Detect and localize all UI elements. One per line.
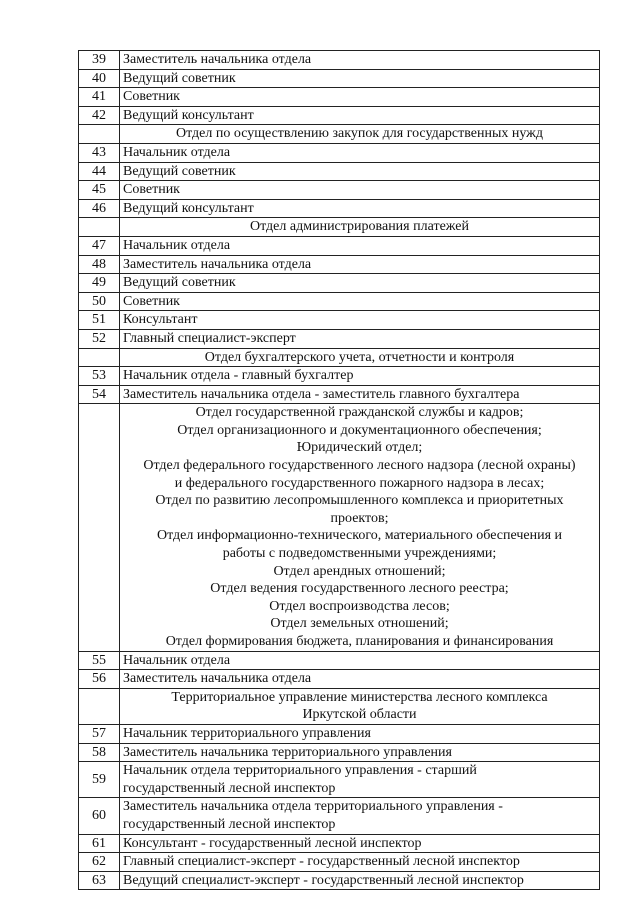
section-header-row xyxy=(79,688,600,724)
position-row xyxy=(79,181,600,200)
position-number: 58 xyxy=(79,743,120,762)
position-number: 50 xyxy=(79,292,120,311)
position-row xyxy=(79,743,600,762)
position-number: 39 xyxy=(79,51,120,70)
section-title-line: Отдел по развитию лесопромышленного комплекса и приоритетных xyxy=(155,493,564,509)
position-title-line: Ведущий советник xyxy=(123,70,236,86)
position-number: 59 xyxy=(79,762,120,798)
position-row xyxy=(79,670,600,689)
position-row xyxy=(79,162,600,181)
position-title xyxy=(120,88,600,107)
position-title-line: Заместитель начальника отдела - заместитель главного бухгалтера xyxy=(123,386,520,402)
position-title-line: Заместитель начальника отдела xyxy=(123,256,312,272)
position-row xyxy=(79,292,600,311)
position-title xyxy=(120,651,600,670)
position-number: 45 xyxy=(79,181,120,200)
position-title-line: Ведущий советник xyxy=(123,163,236,179)
position-row xyxy=(79,143,600,162)
position-title-line: Советник xyxy=(123,89,180,105)
section-title xyxy=(120,125,600,144)
position-title-line: Консультант - государственный лесной инспектор xyxy=(123,835,422,851)
position-title-line: государственный лесной инспектор xyxy=(123,816,336,832)
section-title-line: Отдел администрирования платежей xyxy=(250,219,469,235)
position-row xyxy=(79,199,600,218)
position-number: 55 xyxy=(79,651,120,670)
position-number: 56 xyxy=(79,670,120,689)
position-number: 52 xyxy=(79,329,120,348)
position-title-line: Начальник отдела - главный бухгалтер xyxy=(123,368,354,384)
position-number: 51 xyxy=(79,311,120,330)
position-row xyxy=(79,724,600,743)
section-title-line: Отдел организационного и документационного обеспечения; xyxy=(177,422,542,438)
position-title xyxy=(120,236,600,255)
position-row xyxy=(79,853,600,872)
position-row xyxy=(79,88,600,107)
position-title xyxy=(120,292,600,311)
position-title xyxy=(120,274,600,293)
position-number: 54 xyxy=(79,385,120,404)
position-title-line: Ведущий консультант xyxy=(123,107,254,123)
position-title xyxy=(120,329,600,348)
position-number: 40 xyxy=(79,69,120,88)
position-title xyxy=(120,51,600,70)
position-title xyxy=(120,724,600,743)
position-title-line: Советник xyxy=(123,182,180,198)
position-row xyxy=(79,69,600,88)
position-row xyxy=(79,311,600,330)
position-title xyxy=(120,181,600,200)
position-title xyxy=(120,743,600,762)
section-title-line: и федерального государственного пожарного надзора в лесах; xyxy=(174,475,545,491)
position-number: 60 xyxy=(79,798,120,834)
position-title-line: Ведущий консультант xyxy=(123,200,254,216)
position-title xyxy=(120,385,600,404)
section-title-line: Иркутской области xyxy=(302,707,417,723)
section-header-row xyxy=(79,125,600,144)
position-title xyxy=(120,311,600,330)
position-title xyxy=(120,69,600,88)
position-row xyxy=(79,651,600,670)
section-title-line: Отдел информационно-технического, материального обеспечения и xyxy=(156,528,563,544)
position-title xyxy=(120,162,600,181)
position-number: 49 xyxy=(79,274,120,293)
section-number-cell xyxy=(79,688,120,724)
position-number: 48 xyxy=(79,255,120,274)
position-title-line: Начальник территориального управления xyxy=(123,725,371,741)
section-title-line: Отдел формирования бюджета, планирования и финансирования xyxy=(165,634,554,649)
position-row xyxy=(79,51,600,70)
position-title-line: Консультант xyxy=(123,312,198,328)
position-title-line: Заместитель начальника отдела xyxy=(123,52,312,67)
position-title xyxy=(120,143,600,162)
position-title-line: Главный специалист-эксперт xyxy=(123,330,296,346)
position-title-line: Ведущий советник xyxy=(123,275,236,291)
position-title xyxy=(120,199,600,218)
position-number: 62 xyxy=(79,853,120,872)
position-row xyxy=(79,762,600,798)
section-number-cell xyxy=(79,218,120,237)
section-title-line: Отдел государственной гражданской службы и кадров; xyxy=(195,405,524,421)
position-number: 42 xyxy=(79,106,120,125)
position-title-line: Советник xyxy=(123,293,180,309)
section-title xyxy=(120,404,600,651)
position-row xyxy=(79,106,600,125)
position-number: 63 xyxy=(79,871,120,890)
position-title-line: Начальник отдела xyxy=(123,237,231,253)
section-header-row xyxy=(79,404,600,651)
position-title-line: Начальник отдела xyxy=(123,652,231,668)
position-title xyxy=(120,367,600,386)
position-row xyxy=(79,255,600,274)
section-title-line: Отдел ведения государственного лесного реестра; xyxy=(210,581,509,597)
position-number: 44 xyxy=(79,162,120,181)
section-title-line: работы с подведомственными учреждениями; xyxy=(222,546,497,562)
section-title-line: Отдел земельных отношений; xyxy=(270,616,449,632)
position-row xyxy=(79,236,600,255)
position-title xyxy=(120,106,600,125)
position-title xyxy=(120,871,600,890)
position-title-line: Заместитель начальника отдела территориального управления - xyxy=(123,799,503,815)
position-title xyxy=(120,762,600,798)
position-number: 46 xyxy=(79,199,120,218)
section-header-row xyxy=(79,348,600,367)
position-title-line: Начальник отдела территориального управления - старший xyxy=(123,763,477,779)
positions-table xyxy=(78,50,600,890)
position-number: 57 xyxy=(79,724,120,743)
section-number-cell xyxy=(79,125,120,144)
section-title-line: Отдел федерального государственного лесного надзора (лесной охраны) xyxy=(143,458,576,474)
position-number: 47 xyxy=(79,236,120,255)
position-number: 53 xyxy=(79,367,120,386)
section-header-row xyxy=(79,218,600,237)
section-title-line: Отдел воспроизводства лесов; xyxy=(269,598,450,614)
position-row xyxy=(79,329,600,348)
position-title-line: Начальник отдела xyxy=(123,144,231,160)
section-title-line: Территориальное управление министерства лесного комплекса xyxy=(171,689,548,705)
position-title-line: Ведущий специалист-эксперт - государственный лесной инспектор xyxy=(123,872,524,888)
position-title-line: государственный лесной инспектор xyxy=(123,780,336,796)
section-title-line: проектов; xyxy=(330,510,389,526)
position-title-line: Заместитель начальника территориального управления xyxy=(123,744,452,760)
position-title-line: Заместитель начальника отдела xyxy=(123,671,312,687)
position-row xyxy=(79,367,600,386)
position-title xyxy=(120,853,600,872)
position-row xyxy=(79,385,600,404)
position-number: 43 xyxy=(79,143,120,162)
position-title xyxy=(120,834,600,853)
position-row xyxy=(79,834,600,853)
position-row xyxy=(79,274,600,293)
position-row xyxy=(79,798,600,834)
section-number-cell xyxy=(79,348,120,367)
position-number: 41 xyxy=(79,88,120,107)
position-title xyxy=(120,670,600,689)
section-title xyxy=(120,688,600,724)
position-number: 61 xyxy=(79,834,120,853)
section-title-line: Юридический отдел; xyxy=(296,440,423,456)
section-title-line: Отдел арендных отношений; xyxy=(273,563,446,579)
section-title xyxy=(120,218,600,237)
section-title xyxy=(120,348,600,367)
section-title-line: Отдел по осуществлению закупок для государственных нужд xyxy=(176,126,543,142)
position-title-line: Главный специалист-эксперт - государственный лесной инспектор xyxy=(123,854,520,870)
position-row xyxy=(79,871,600,890)
position-title xyxy=(120,255,600,274)
section-title-line: Отдел бухгалтерского учета, отчетности и контроля xyxy=(204,349,515,365)
section-number-cell xyxy=(79,404,120,651)
positions-table-body xyxy=(79,51,600,890)
position-title xyxy=(120,798,600,834)
